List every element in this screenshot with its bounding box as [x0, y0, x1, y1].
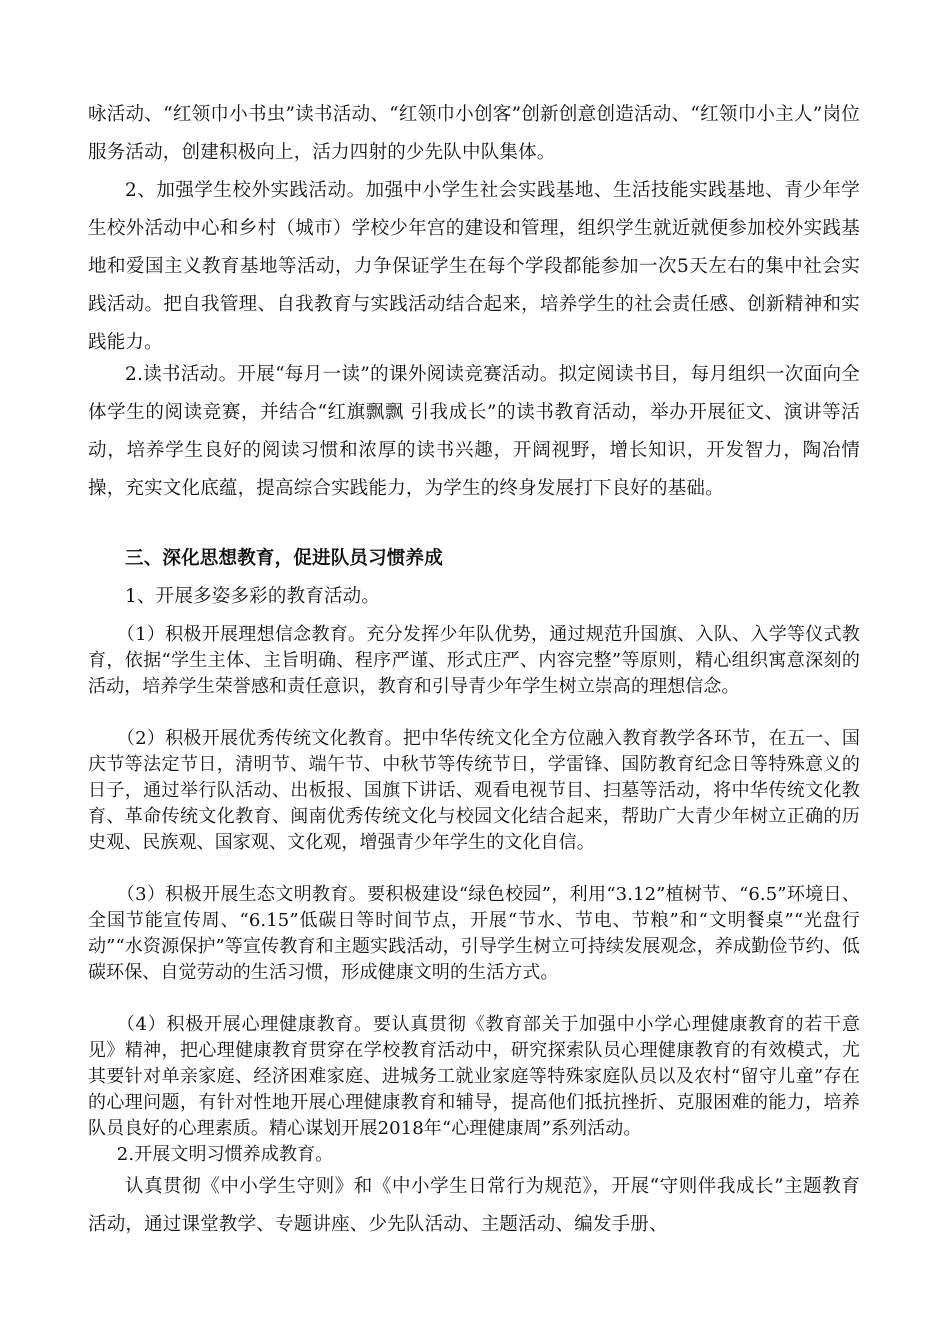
paragraph-10: 认真贯彻《中小学生守则》和《中小学生日常行为规范》，开展“守则伴我成长”主题教育活动，通过课堂教学、专题讲座、少先队活动、主题活动、编发手册、	[88, 1176, 860, 1235]
paragraph-9: 2.开展文明习惯养成教育。	[116, 1144, 334, 1165]
paragraph-2: 2、加强学生校外实践活动。加强中小学生社会实践基地、生活技能实践基地、青少年学生校外活动中心和乡村（城市）学校少年宫的建设和管理，组织学生就近就便参加校外实践基地和爱国主义教育基地等活动，力争保证学生在每个学段都能参加一次5天左右的集中社会实践活动。把自我管理、自我教育与实践活动结合起来，培养学生的社会责任感、创新精神和实践能力。	[88, 180, 860, 353]
section-heading: 三、深化思想教育，促进队员习惯养成	[125, 548, 443, 569]
paragraph-1: 咏活动、“红领巾小书虫”读书活动、“红领巾小创客”创新创意创造活动、“红领巾小主人”岗位服务活动，创建积极向上，活力四射的少先队中队集体。	[88, 104, 860, 163]
paragraph-6: （2）积极开展优秀传统文化教育。把中华传统文化全方位融入教育教学各环节，在五一、国庆节等法定节日，清明节、端午节、中秋节等传统节日，学雷锋、国防教育纪念日等特殊意义的日子，通过举行队活动、出板报、国旗下讲话、观看电视节目、扫墓等活动，将中华传统文化教育、革命传统文化教育、闽南优秀传统文化与校园文化结合起来，帮助广大青少年树立正确的历史观、民族观、国家观、文化观，增强青少年学生的文化自信。	[88, 728, 860, 853]
paragraph-3: 2.读书活动。开展“每月一读”的课外阅读竞赛活动。拟定阅读书目，每月组织一次面向全体学生的阅读竞赛，并结合“红旗飘飘 引我成长”的读书教育活动，举办开展征文、演讲等活动，培养学生良好的阅读习惯和浓厚的读书兴趣，开阔视野，增长知识，开发智力，陶冶情操，充实文化底蕴，提高综合实践能力，为学生的终身发展打下良好的基础。	[88, 364, 860, 499]
paragraph-7: （3）积极开展生态文明教育。要积极建设“绿色校园”，利用“3.12”植树节、“6.5”环境日、全国节能宣传周、“6.15”低碳日等时间节点，开展“节水、节电、节粮”和“文明餐桌”“光盘行动”“水资源保护”等宣传教育和主题实践活动，引导学生树立可持续发展观念，养成勤俭节约、低碳环保、自觉劳动的生活习惯，形成健康文明的生活方式。	[88, 884, 860, 983]
paragraph-8: （4）积极开展心理健康教育。要认真贯彻《教育部关于加强中小学心理健康教育的若干意见》精神，把心理健康教育贯穿在学校教育活动中，研究探索队员心理健康教育的有效模式，尤其要针对单亲家庭、经济困难家庭、进城务工就业家庭等特殊家庭队员以及农村“留守儿童”存在的心理问题，有针对性地开展心理健康教育和辅导，提高他们抵抗挫折、克服困难的能力，培养队员良好的心理素质。精心谋划开展2018年“心理健康周”系列活动。	[88, 1014, 860, 1139]
paragraph-4: 1、开展多姿多彩的教育活动。	[125, 586, 381, 607]
paragraph-5: （1）积极开展理想信念教育。充分发挥少年队优势，通过规范升国旗、入队、入学等仪式教育，依据“学生主体、主旨明确、程序严谨、形式庄严、内容完整”等原则，精心组织寓意深刻的活动，培养学生荣誉感和责任意识，教育和引导青少年学生树立崇高的理想信念。	[88, 624, 860, 697]
